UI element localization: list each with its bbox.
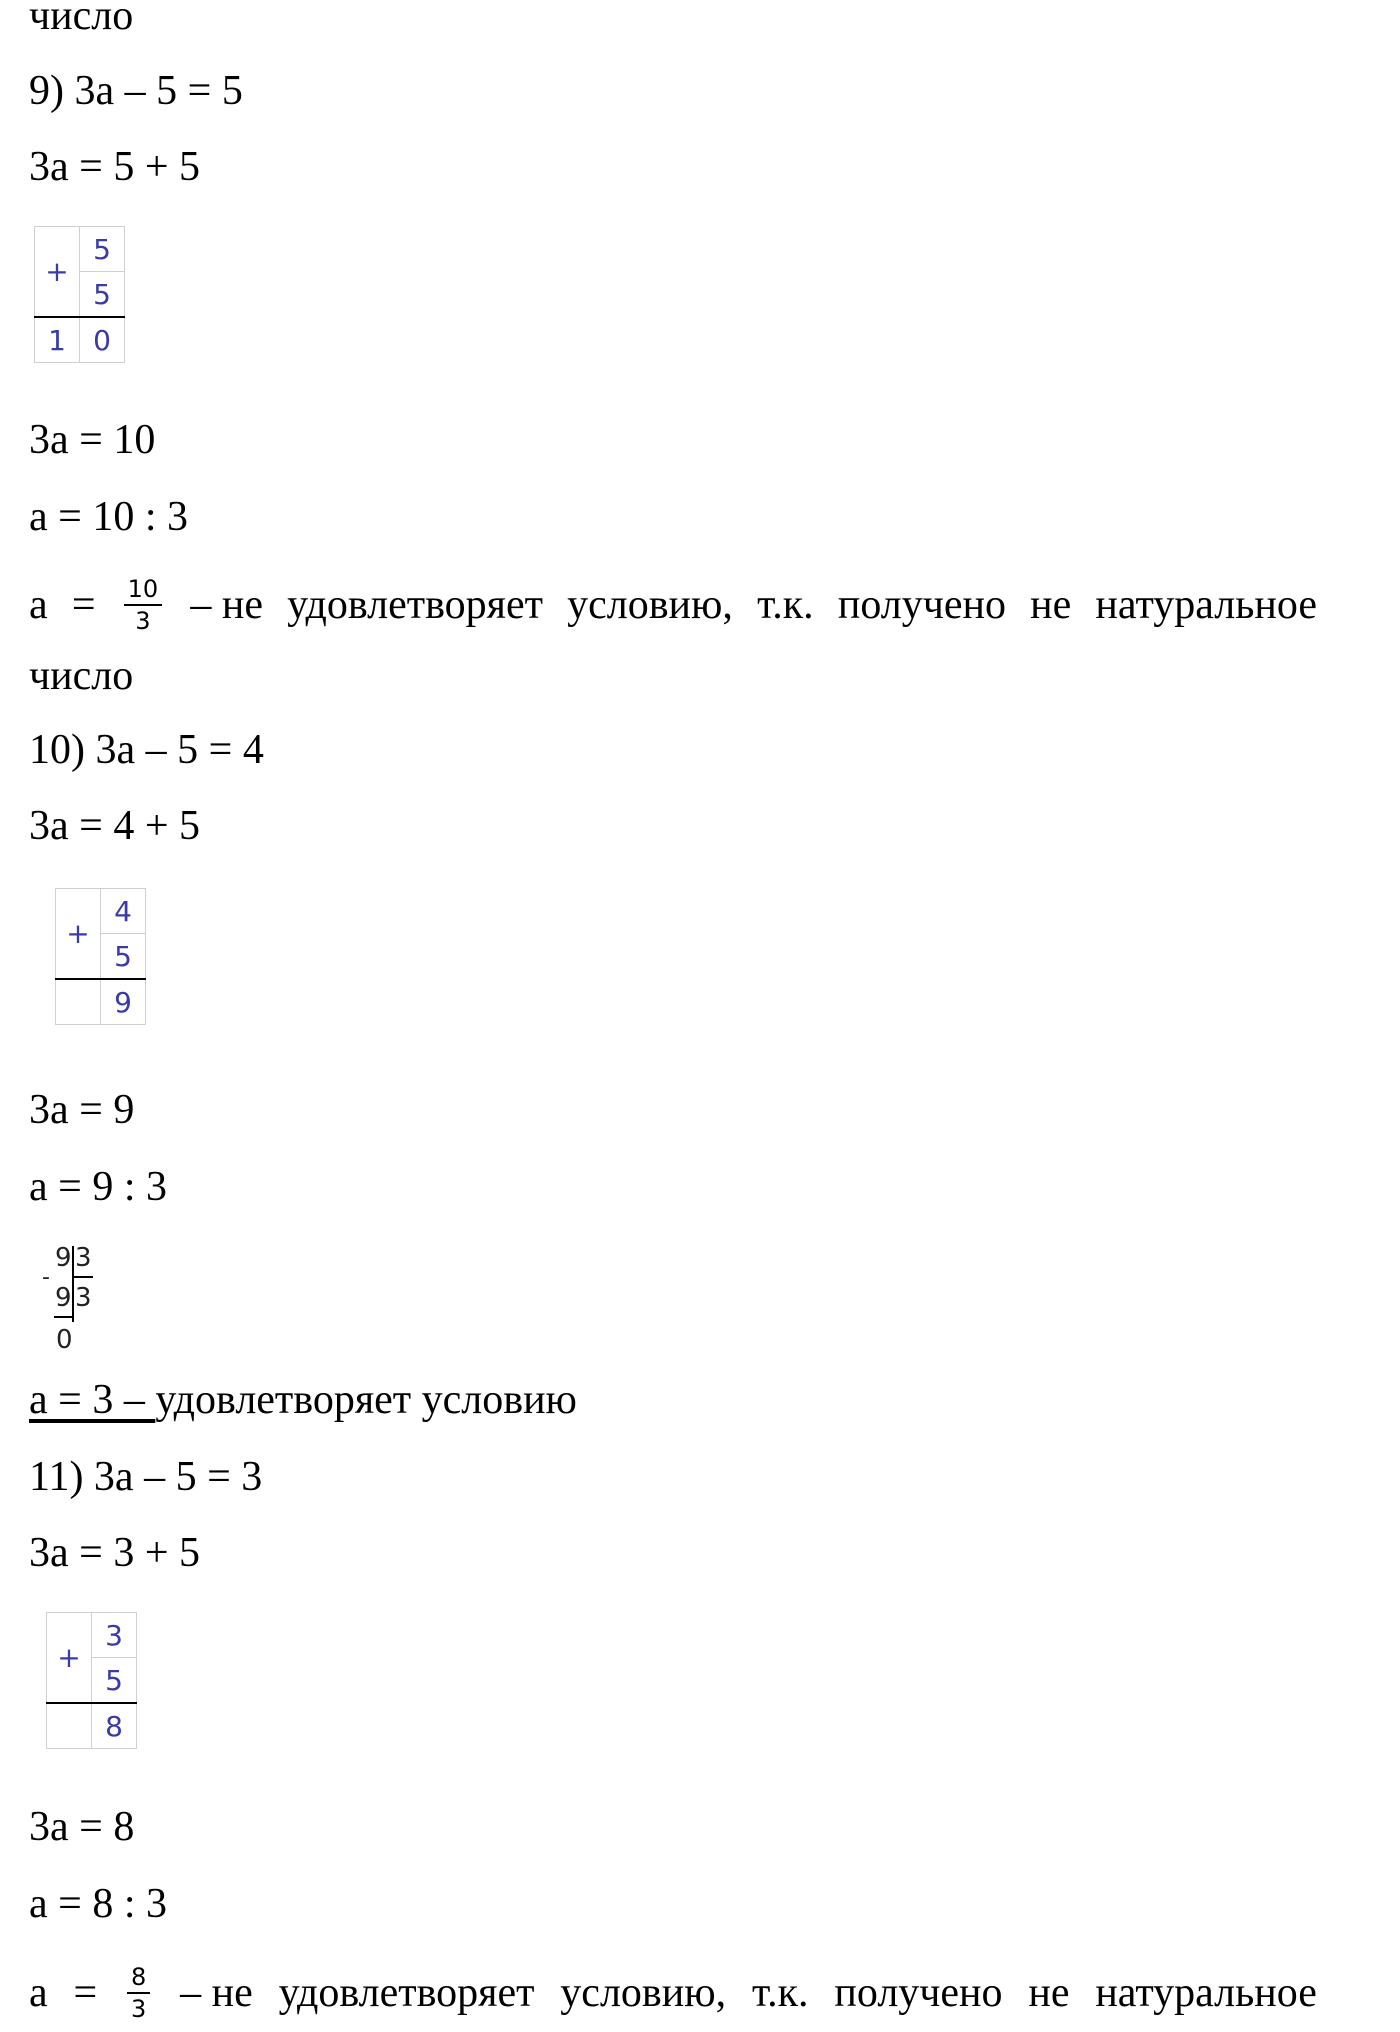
fraction-line <box>29 1958 1317 2028</box>
addend-top: 4 <box>101 889 146 934</box>
word: т.к. <box>751 1970 809 2016</box>
denominator: 3 <box>131 1995 147 2023</box>
text-line: число <box>29 0 134 39</box>
plus-sign: + <box>35 227 80 318</box>
equation-heading: 9) 3a – 5 = 5 <box>29 68 243 114</box>
text-line: число <box>29 653 134 699</box>
word: не <box>1028 1970 1070 2016</box>
equation-line: 3a = 5 + 5 <box>29 144 201 190</box>
equation-heading: 11) 3a – 5 = 3 <box>29 1454 263 1500</box>
column-addition <box>46 1612 137 1749</box>
answer-line <box>29 1376 577 1424</box>
remainder: 0 <box>56 1325 73 1355</box>
divisor: 3 <box>75 1243 92 1273</box>
column-addition <box>55 888 146 1025</box>
equation-heading: 10) 3a – 5 = 4 <box>29 727 264 773</box>
long-division <box>42 1244 102 1364</box>
equals: = <box>71 582 96 628</box>
quotient: 3 <box>75 1283 92 1313</box>
addend-top: 5 <box>80 227 125 272</box>
variable: a <box>29 1970 48 2016</box>
variable: a <box>29 582 48 628</box>
minus-sign: - <box>42 1265 50 1290</box>
word: удовлетворяет <box>287 582 543 628</box>
fraction-line <box>29 570 1317 640</box>
dividend: 9 <box>55 1243 72 1273</box>
word: получено <box>834 1970 1003 2016</box>
addend-bottom: 5 <box>92 1658 137 1704</box>
sum-ones: 0 <box>80 317 125 363</box>
word: получено <box>837 582 1006 628</box>
word: условию, <box>567 582 733 628</box>
addend-top: 3 <box>92 1613 137 1658</box>
equation-line: 3a = 10 <box>29 417 156 463</box>
sum-tens: 1 <box>35 317 80 363</box>
answer-note: удовлетворяет условию <box>155 1377 577 1423</box>
equation-line: a = 9 : 3 <box>29 1164 167 1210</box>
numerator: 8 <box>127 1964 150 1994</box>
equation-line: 3a = 3 + 5 <box>29 1530 201 1576</box>
word: натуральное <box>1095 582 1317 628</box>
word: т.к. <box>757 582 814 628</box>
word: условию, <box>560 1970 727 2016</box>
plus-sign: + <box>47 1613 92 1704</box>
addend-bottom: 5 <box>80 272 125 318</box>
subtraction-line <box>54 1316 74 1318</box>
fraction <box>127 1964 150 2022</box>
word: – не <box>180 1970 253 2016</box>
sum-ones: 8 <box>92 1703 137 1749</box>
answer-value: a = 3 – <box>29 1377 156 1423</box>
plus-sign: + <box>56 889 101 980</box>
equation-line: a = 8 : 3 <box>29 1881 167 1927</box>
sum-tens <box>47 1703 92 1749</box>
equation-line: 3a = 9 <box>29 1087 135 1133</box>
equals: = <box>73 1970 98 2016</box>
column-addition <box>34 226 125 363</box>
subtrahend: 9 <box>55 1283 72 1313</box>
word: – не <box>190 582 263 628</box>
word: не <box>1030 582 1072 628</box>
sum-ones: 9 <box>101 979 146 1025</box>
addend-bottom: 5 <box>101 934 146 980</box>
fraction <box>124 576 163 634</box>
equation-line: a = 10 : 3 <box>29 494 188 540</box>
division-bar <box>72 1246 74 1322</box>
equation-line: 3a = 8 <box>29 1804 135 1850</box>
equation-line: 3a = 4 + 5 <box>29 803 201 849</box>
denominator: 3 <box>135 607 151 635</box>
word: натуральное <box>1095 1970 1317 2016</box>
numerator: 10 <box>124 576 163 606</box>
word: удовлетворяет <box>278 1970 535 2016</box>
divisor-underline <box>73 1276 93 1278</box>
sum-tens <box>56 979 101 1025</box>
